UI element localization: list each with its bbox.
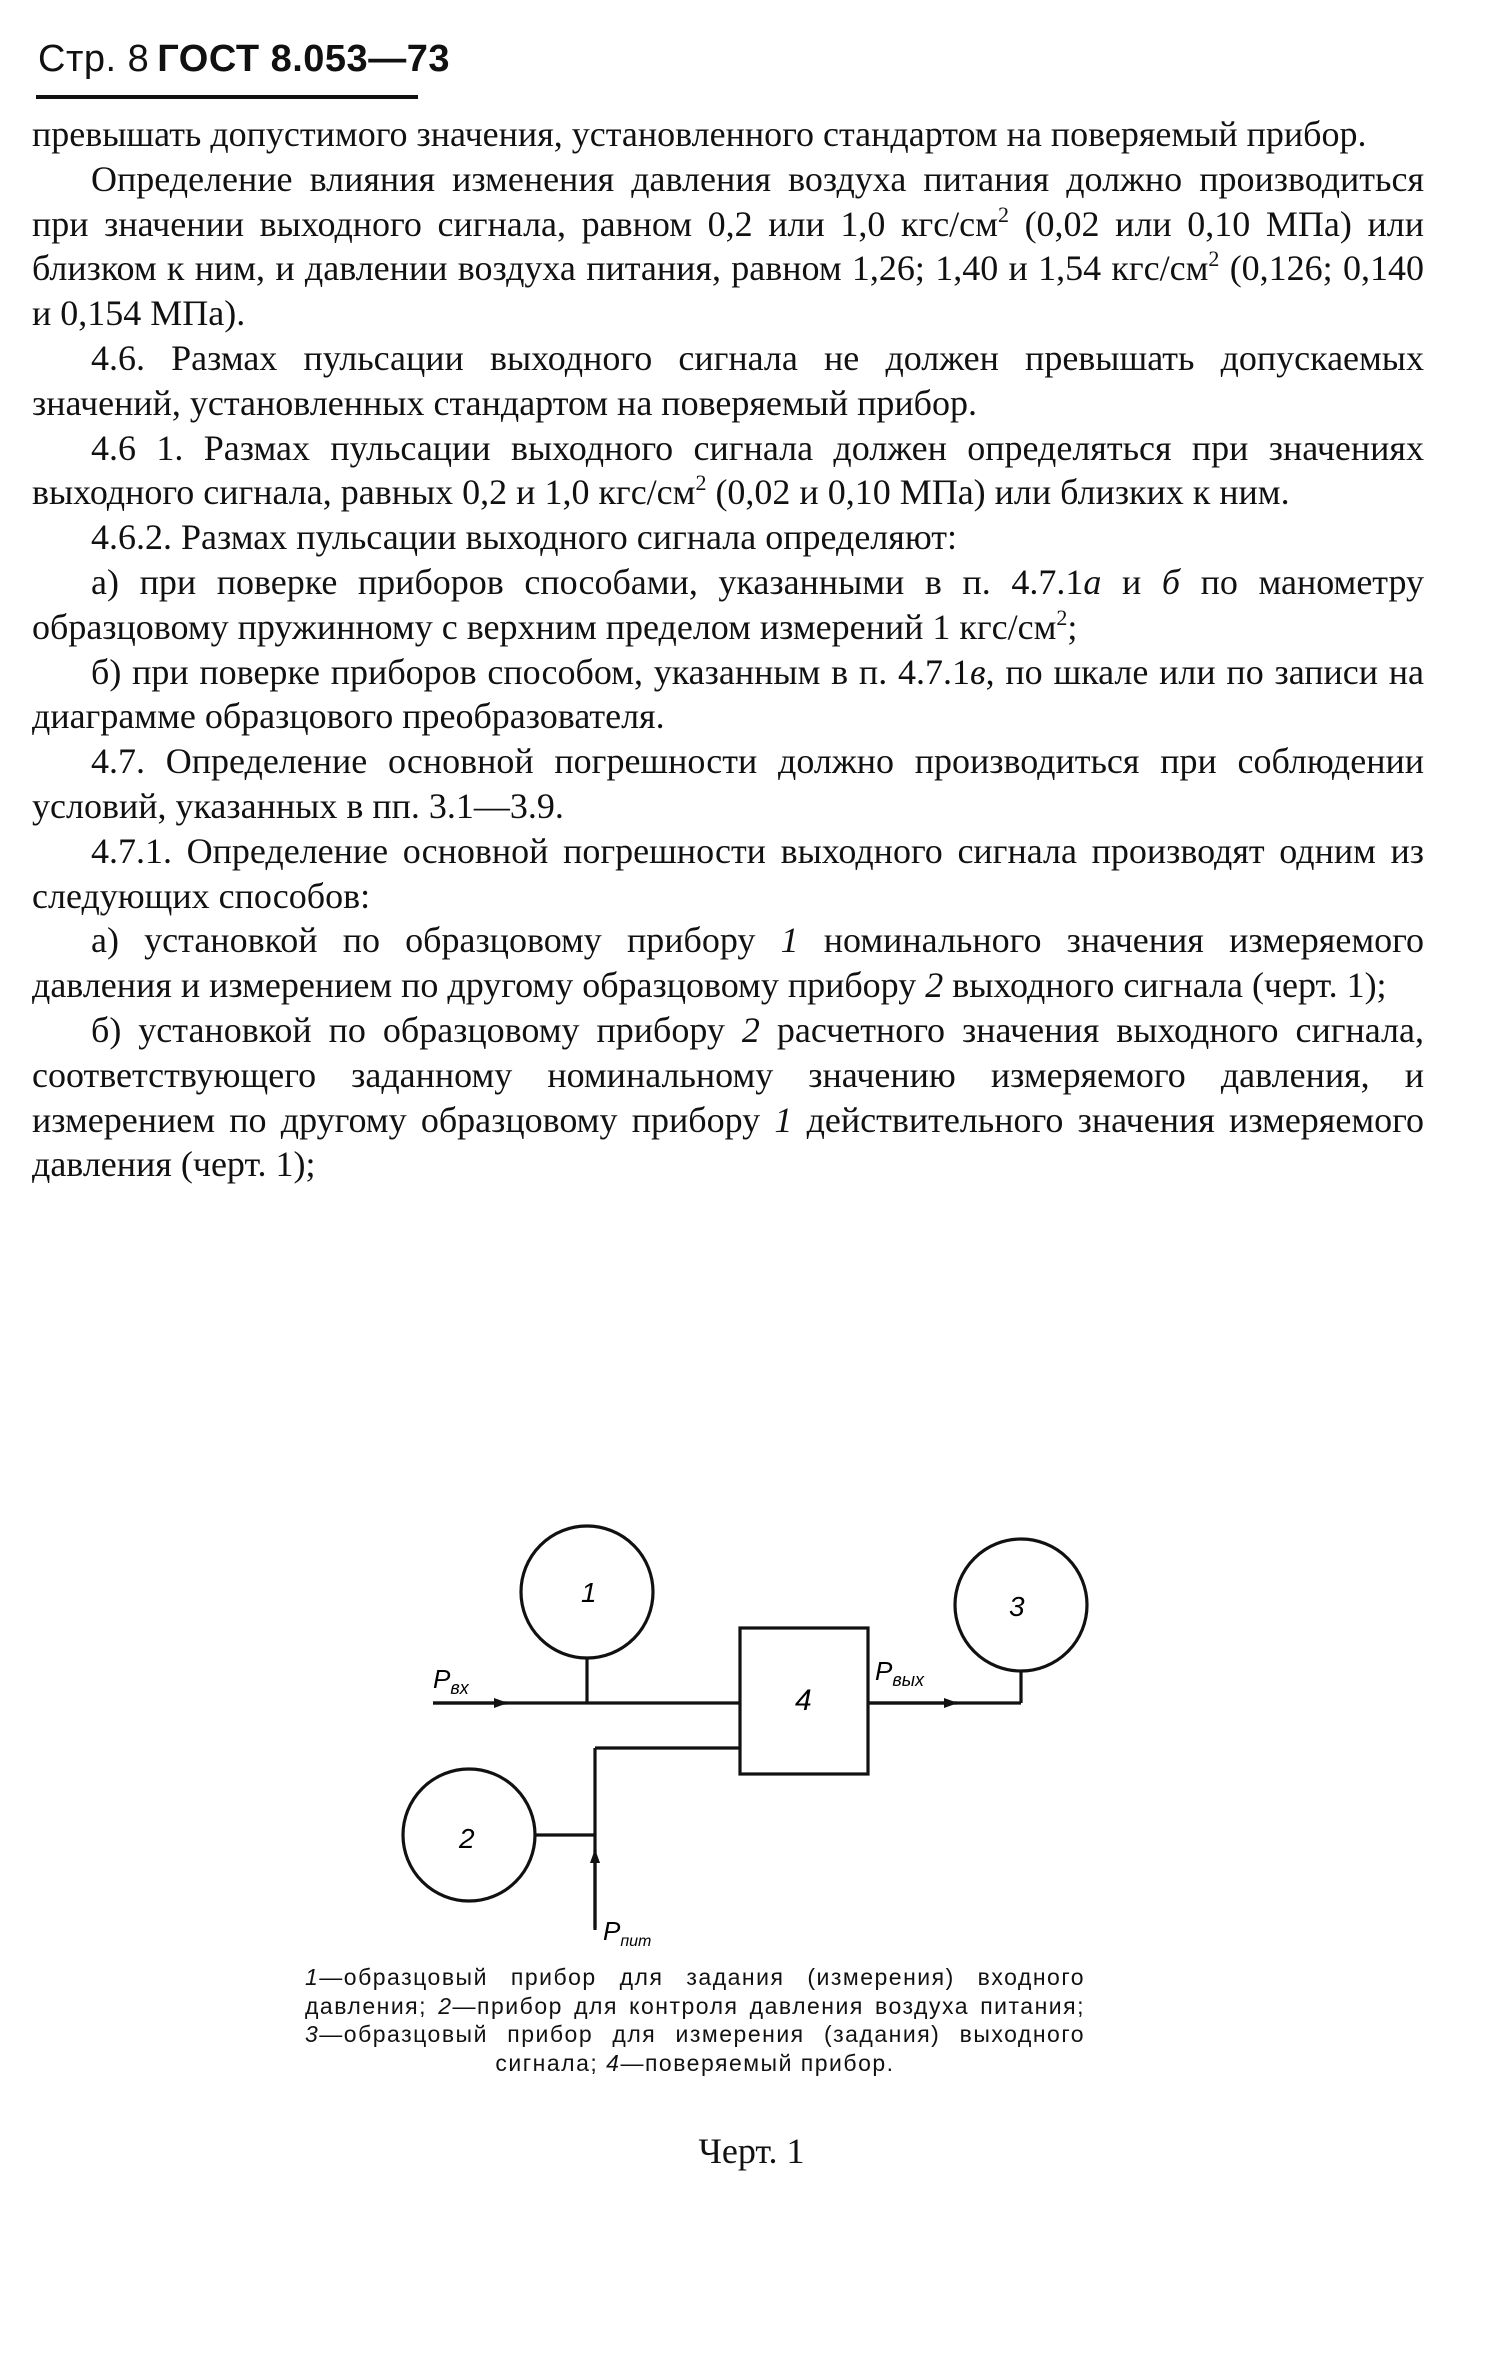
caption-number: 4 [606,2049,621,2076]
figure-title: Черт. 1 [698,2131,805,2171]
paragraph [32,829,1424,919]
paragraph [32,739,1424,829]
paragraph-text: 4.7. Определение основной погрешности должно производиться при соблюдении условий, указанных в пп. 3.1—3.9. [32,741,1424,826]
paragraph [32,426,1424,516]
italic-ref: 2 [741,1009,760,1050]
italic-ref: 2 [925,965,944,1006]
paragraph [32,112,1424,157]
caption-text: —образцовый прибор для задания (измерения) входного давления; [305,1964,1085,2019]
paragraph-text: 4.6. Размах пульсации выходного сигнала не должен превышать допускаемых значений, установленных стандартом на поверяемый прибор. [32,337,1424,423]
output-pressure-label: $P_{вых}$ [875,1656,924,1690]
caption-number: 3 [305,2021,320,2047]
paragraph-text: и [1101,561,1162,602]
paragraph [32,157,1424,336]
superscript: 2 [1056,604,1068,630]
italic-ref: б [1161,561,1180,602]
caption-number: 2 [438,1992,453,2019]
italic-ref: в [969,651,986,692]
paragraph-text: ; [1067,606,1078,647]
page-header [38,38,450,81]
paragraph [32,515,1424,560]
paragraph-text: номинального значения измеряемого давления и измерением по другому образцовому прибору [32,920,1424,1006]
paragraph-text: б) установкой по образцовому прибору [91,1009,742,1050]
body-text [32,112,1424,1187]
paragraph [32,918,1424,1008]
superscript: 2 [695,470,707,496]
figure-caption [305,1963,1085,2077]
caption-text: —образцовый прибор для измерения (задания) выходного сигнала; [319,2021,1085,2076]
superscript: 2 [1208,246,1220,272]
paragraph-text: выходного сигнала (черт. 1); [943,965,1387,1006]
italic-ref: 1 [774,1099,793,1140]
paragraph [32,1008,1424,1187]
caption-text: —поверяемый прибор. [620,2049,895,2076]
schematic-figure [395,1510,1095,1970]
paragraph-text: (0,02 и 0,10 МПа) или близких к ним. [706,472,1290,513]
paragraph-text: 4.6.2. Размах пульсации выходного сигнала определяют: [91,517,957,558]
paragraph-text: (0,126; 0,140 и 0,154 МПа). [32,248,1424,334]
paragraph-text: , по шкале или по записи на диаграмме образцового преобразователя. [32,651,1425,737]
paragraph [32,560,1424,650]
paragraph-text: расчетного значения выходного сигнала, соответствующего заданному номинальному значению измеряемого давления, и измерением по другому образцовому прибору [32,1009,1424,1140]
supply-pressure-label: $P_{пит}$ [603,1916,652,1950]
gauge-1-label: 1 [581,1577,597,1608]
page-number: Стр. 8 [38,38,150,80]
italic-ref: а [1083,561,1102,602]
schematic-diagram [395,1510,1095,1970]
superscript: 2 [997,201,1009,227]
device-4-label: 4 [795,1684,812,1717]
gauge-3-label: 3 [1009,1591,1025,1622]
paragraph-text: 4.7.1. Определение основной погрешности выходного сигнала производят одним из следующих способов: [32,830,1424,916]
paragraph-text: действительного значения измеряемого давления (черт. 1); [32,1099,1424,1185]
caption-text: —прибор для контроля давления воздуха питания; [452,1992,1085,2019]
gauge-2-label: 2 [459,1823,475,1854]
paragraph-text: превышать допустимого значения, установленного стандартом на поверяемый прибор. [32,114,1367,154]
paragraph-text: 4.6 1. Размах пульсации выходного сигнала должен определяться при значениях выходного сигнала, равных 0,2 и 1,0 кгс/см [32,427,1424,513]
paragraph [32,650,1424,740]
paragraph-text: а) при поверке приборов способами, указанными в п. 4.7.1 [91,561,1084,602]
paragraph [32,336,1424,426]
header-rule [36,95,418,99]
paragraph-text: б) при поверке приборов способом, указанным в п. 4.7.1 [91,651,970,692]
paragraph-text: а) установкой по образцовому прибору [91,920,781,961]
paragraph-text: по манометру образцовому пружинному с верхним пределом измерений 1 кгс/см [32,561,1425,647]
input-pressure-label: $P_{вх}$ [433,1664,469,1698]
italic-ref: 1 [780,920,799,961]
paragraph-text: (0,02 или 0,10 МПа) или близком к ним, и давлении воздуха питания, равном 1,26; 1,40 и 1,54 кгс/см [32,203,1424,289]
standard-number: ГОСТ 8.053—73 [157,38,450,80]
caption-number: 1 [305,1964,320,1990]
paragraph-text: Определение влияния изменения давления воздуха питания должно производиться при значении выходного сигнала, равном 0,2 или 1,0 кгс/см [32,158,1424,244]
